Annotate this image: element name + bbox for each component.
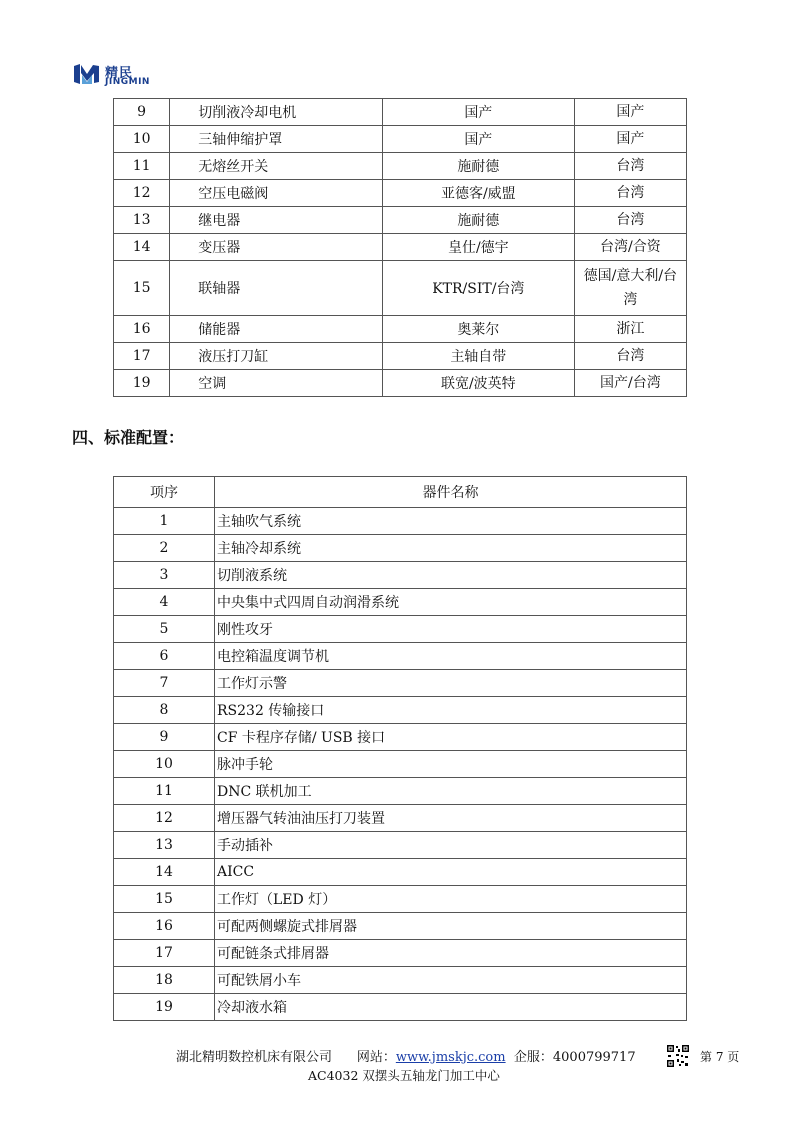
item-name: RS232 传输接口 bbox=[215, 697, 687, 724]
table-row bbox=[114, 967, 687, 994]
item-number: 18 bbox=[114, 967, 215, 994]
table-row: 9 切削液冷却电机 国产 国产 bbox=[114, 99, 687, 126]
page-number: 第 7 页 bbox=[700, 1050, 740, 1064]
logo-english-text: JINGMIN bbox=[105, 77, 150, 87]
table-row bbox=[114, 670, 687, 697]
table-row: 14 变压器 皇仕/德宇 台湾/合资 bbox=[114, 234, 687, 261]
table-row: 10 三轴伸缩护罩 国产 国产 bbox=[114, 126, 687, 153]
table-row bbox=[114, 535, 687, 562]
table-row bbox=[114, 778, 687, 805]
item-name: 中央集中式四周自动润滑系统 bbox=[215, 589, 687, 616]
table-header-row bbox=[114, 477, 687, 508]
table-row: 13 继电器 施耐德 台湾 bbox=[114, 207, 687, 234]
website-link[interactable]: www.jmskjc.com bbox=[395, 1050, 506, 1065]
item-name: 电控箱温度调节机 bbox=[215, 643, 687, 670]
item-name: 刚性攻牙 bbox=[215, 616, 687, 643]
item-number: 12 bbox=[114, 805, 215, 832]
item-number: 2 bbox=[114, 535, 215, 562]
table-row bbox=[114, 994, 687, 1021]
table-row bbox=[114, 886, 687, 913]
item-name: 工作灯（LED 灯） bbox=[215, 886, 687, 913]
table-row: 17 液压打刀缸 主轴自带 台湾 bbox=[114, 343, 687, 370]
parts-brand-table bbox=[113, 98, 687, 397]
item-name: 可配两侧螺旋式排屑器 bbox=[215, 913, 687, 940]
column-header-no: 项序 bbox=[114, 477, 215, 508]
section-heading: 四、标准配置： bbox=[72, 428, 185, 447]
footer-site-label: 网站： bbox=[356, 1050, 396, 1065]
column-header-name: 器件名称 bbox=[215, 477, 687, 508]
item-number: 11 bbox=[114, 778, 215, 805]
table-row bbox=[114, 508, 687, 535]
jingmin-logo-icon bbox=[72, 62, 102, 86]
logo-chinese-text: 精民 bbox=[105, 66, 134, 81]
item-name: 主轴冷却系统 bbox=[215, 535, 687, 562]
item-number: 19 bbox=[114, 994, 215, 1021]
footer-company: 湖北精明数控机床有限公司 bbox=[176, 1050, 333, 1065]
item-number: 15 bbox=[114, 886, 215, 913]
table-row: 11 无熔丝开关 施耐德 台湾 bbox=[114, 153, 687, 180]
table-row bbox=[114, 859, 687, 886]
item-name: 脉冲手轮 bbox=[215, 751, 687, 778]
item-number: 14 bbox=[114, 859, 215, 886]
table-row bbox=[114, 589, 687, 616]
company-logo bbox=[72, 62, 192, 90]
item-number: 4 bbox=[114, 589, 215, 616]
item-name: 可配铁屑小车 bbox=[215, 967, 687, 994]
footer-phone: 4000799717 bbox=[552, 1050, 636, 1065]
table-row bbox=[114, 832, 687, 859]
item-number: 8 bbox=[114, 697, 215, 724]
standard-config-table bbox=[113, 476, 687, 1021]
item-name: 冷却液水箱 bbox=[215, 994, 687, 1021]
item-name: 手动插补 bbox=[215, 832, 687, 859]
table-row bbox=[114, 805, 687, 832]
item-name: 切削液系统 bbox=[215, 562, 687, 589]
footer-model: AC4032 双摆头五轴龙门加工中心 bbox=[308, 1068, 500, 1083]
item-number: 6 bbox=[114, 643, 215, 670]
item-name: 工作灯示警 bbox=[215, 670, 687, 697]
item-number: 1 bbox=[114, 508, 215, 535]
item-name: AICC bbox=[215, 859, 687, 886]
item-number: 17 bbox=[114, 940, 215, 967]
item-number: 10 bbox=[114, 751, 215, 778]
item-number: 5 bbox=[114, 616, 215, 643]
table-row bbox=[114, 913, 687, 940]
item-number: 3 bbox=[114, 562, 215, 589]
table-row bbox=[114, 562, 687, 589]
item-name: 主轴吹气系统 bbox=[215, 508, 687, 535]
item-name: DNC 联机加工 bbox=[215, 778, 687, 805]
table-row bbox=[114, 751, 687, 778]
table-row bbox=[114, 643, 687, 670]
table-row bbox=[114, 697, 687, 724]
table-row bbox=[114, 616, 687, 643]
table-row: 19 空调 联宽/波英特 国产/台湾 bbox=[114, 370, 687, 397]
qr-code-icon bbox=[666, 1044, 690, 1068]
table-row: 15 联轴器 KTR/SIT/台湾 德国/意大利/台 湾 bbox=[114, 261, 687, 316]
item-name: 增压器气转油油压打刀装置 bbox=[215, 805, 687, 832]
table-row: 12 空压电磁阀 亚德客/威盟 台湾 bbox=[114, 180, 687, 207]
item-number: 13 bbox=[114, 832, 215, 859]
table-row bbox=[114, 940, 687, 967]
item-name: CF 卡程序存储/ USB 接口 bbox=[215, 724, 687, 751]
footer-phone-label: 企服： bbox=[513, 1050, 553, 1065]
item-name: 可配链条式排屑器 bbox=[215, 940, 687, 967]
item-number: 9 bbox=[114, 724, 215, 751]
table-row bbox=[114, 724, 687, 751]
table-row: 16 储能器 奥莱尔 浙江 bbox=[114, 316, 687, 343]
item-number: 7 bbox=[114, 670, 215, 697]
item-number: 16 bbox=[114, 913, 215, 940]
